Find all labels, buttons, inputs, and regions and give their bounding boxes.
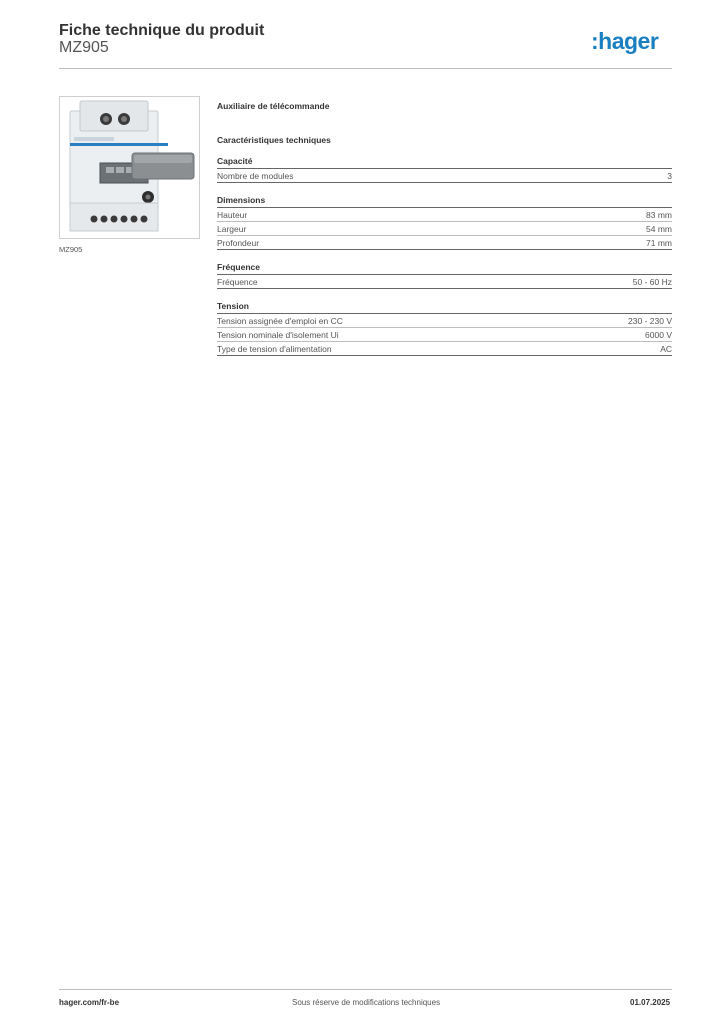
- spec-row: [217, 169, 672, 183]
- page-title: Fiche technique du produit: [59, 22, 265, 39]
- spec-group-title: Capacité: [217, 156, 253, 166]
- product-device-illustration: [60, 97, 199, 238]
- footer-divider: [59, 989, 672, 990]
- spec-group-title: Tension: [217, 301, 249, 311]
- spec-group-capacite: [217, 156, 672, 183]
- spec-value: 50 - 60 Hz: [632, 276, 672, 287]
- product-image-caption: MZ905: [59, 245, 83, 254]
- spec-value: 71 mm: [646, 237, 672, 248]
- spec-value: 6000 V: [645, 329, 672, 340]
- product-code: MZ905: [59, 39, 109, 56]
- spec-label: Type de tension d'alimentation: [217, 343, 332, 354]
- spec-value: 230 - 230 V: [628, 315, 672, 326]
- spec-label: Largeur: [217, 223, 247, 234]
- spec-group-tension: [217, 301, 672, 356]
- spec-label: Fréquence: [217, 276, 258, 287]
- spec-value: 3: [667, 170, 672, 181]
- product-image: [59, 96, 200, 239]
- spec-row: [217, 342, 672, 356]
- spec-row: [217, 222, 672, 236]
- spec-row: [217, 208, 672, 222]
- footer-website-link[interactable]: hager.com/fr-be: [59, 998, 120, 1007]
- spec-label: Tension nominale d'isolement Ui: [217, 329, 339, 340]
- characteristics-title: Caractéristiques techniques: [217, 135, 331, 145]
- spec-label: Profondeur: [217, 237, 260, 248]
- spec-label: Tension assignée d'emploi en CC: [217, 315, 343, 326]
- hager-logo: :hager: [591, 28, 659, 54]
- spec-row: [217, 328, 672, 342]
- spec-group-frequence: [217, 262, 672, 289]
- spec-row: [217, 275, 672, 289]
- spec-value: AC: [660, 343, 672, 354]
- spec-value: 83 mm: [646, 209, 672, 220]
- spec-group-dimensions: [217, 195, 672, 250]
- spec-row: [217, 314, 672, 328]
- footer-date: 01.07.2025: [630, 998, 671, 1007]
- spec-label: Nombre de modules: [217, 170, 294, 181]
- spec-group-title: Fréquence: [217, 262, 260, 272]
- product-name: Auxiliaire de télécommande: [217, 101, 330, 111]
- footer-disclaimer: Sous réserve de modifications techniques: [292, 998, 441, 1007]
- spec-value: 54 mm: [646, 223, 672, 234]
- spec-group-title: Dimensions: [217, 195, 266, 205]
- spec-label: Hauteur: [217, 209, 248, 220]
- header-divider: [59, 68, 672, 69]
- spec-row: [217, 236, 672, 250]
